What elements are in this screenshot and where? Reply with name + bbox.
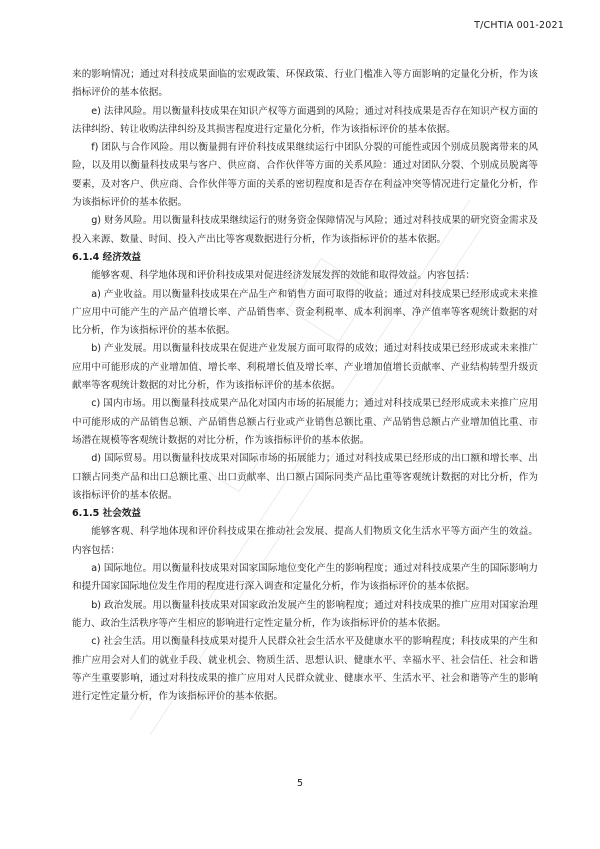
paragraph-social-intro: 能够客观、科学地体现和评价科技成果在推动社会发展、提高人们物质文化生活水平等方面产生的效益。内容包括： <box>72 526 538 556</box>
paragraph-industry-development: b) 产业发展。用以衡量科技成果在促进产业发展方面可取得的成效；通过对科技成果已经形成或未来推广应用中可能形成的产业增加值、增长率、利税增长值及增长率、产业增加值增长贡献率、产业结构转型升级贡献率等客观统计数据的对比分析，作为该指标评价的基本依据。 <box>72 343 538 392</box>
paragraph-team-risk: f) 团队与合作风险。用以衡量拥有评价科技成果继续运行中团队分裂的可能性或因个别成员脱离带来的风险，以及用以衡量科技成果与客户、供应商、合作伙伴等方面的关系风险：通过对团队分裂、个别成员脱离等要素，及对客户、供应商、合作伙伴等方面的关系的密切程度和是否存在利益冲突等情况进行定量化分析，作为该指标评价的基本依据。 <box>72 142 538 209</box>
paragraph-political-development: b) 政治发展。用以衡量科技成果对国家政治发展产生的影响程度；通过对科技成果的推广应用对国家治理能力、政治生活秩序等产生相应的影响进行定性定量分析，作为该指标评价的基本依据。 <box>72 599 538 629</box>
page-number: 5 <box>296 778 304 789</box>
section-heading-social-benefit: 6.1.5 社会效益 <box>72 508 142 520</box>
paragraph-domestic-market: c) 国内市场。用以衡量科技成果产品化对国内市场的拓展能力；通过对科技成果已经形成或未来推广应用中可能形成的产品销售总额、产品销售总额占行业或产业销售总额比重、产品销售总额占产业增加值比重、市场潜在规模等客观统计数据的对比分析，作为该指标评价的基本依据。 <box>72 398 538 446</box>
paragraph: 来的影响情况；通过对科技成果面临的宏观政策、环保政策、行业门槛准入等方面影响的定量化分析，作为该指标评价的基本依据。 <box>72 69 538 99</box>
section-heading-economic-benefit: 6.1.4 经济效益 <box>72 251 142 263</box>
paragraph-international-status: a) 国际地位。用以衡量科技成果对国家国际地位变化产生的影响程度；通过对科技成果产生的国际影响力和提升国家国际地位发生作用的程度进行深入调查和定量化分析，作为该指标评价的基本依据。 <box>72 563 538 593</box>
paragraph-industry-revenue: a) 产业收益。用以衡量科技成果在产品生产和销售方面可取得的收益；通过对科技成果已经形成或未来推广应用中可能产生的产品产值增长率、产品销售率、资金利税率、成本利润率、净产值率等客观统计数据的对比分析，作为该指标评价的基本依据。 <box>72 288 538 337</box>
paragraph-legal-risk: e) 法律风险。用以衡量科技成果在知识产权等方面遇到的风险；通过对科技成果是否存在知识产权方面的法律纠纷、转让收购法律纠纷及其损害程度进行定量化分析，作为该指标评价的基本依据。 <box>72 105 538 135</box>
paragraph-international-trade: d) 国际贸易。用以衡量科技成果对国际市场的拓展能力；通过对科技成果已经形成的出口额和增长率、出口额占同类产品和出口总额比重、出口贡献率、出口额占国际同类产品比重等客观统计数据的对比分析，作为该指标评价的基本依据。 <box>72 453 538 501</box>
document-body <box>72 66 538 706</box>
paragraph-social-life: c) 社会生活。用以衡量科技成果对提升人民群众社会生活水平及健康水平的影响程度；科技成果的产生和推广应用会对人们的就业手段、就业机会、物质生活、思想认识、健康水平、幸福水平、社会信任、社会和谐等产生重要影响，通过对科技成果的推广应用对人民群众就业、健康水平、生活水平、社会和谐等产生的影响进行定性定量分析，作为该指标评价的基本依据。 <box>72 636 538 703</box>
paragraph-economic-intro: 能够客观、科学地体现和评价科技成果对促进经济发展发挥的效能和取得效益。内容包括： <box>91 270 475 282</box>
paragraph-financial-risk: g) 财务风险。用以衡量科技成果继续运行的财务资金保障情况与风险；通过对科技成果的研究资金需求及投入来源、数量、时间、投入产出比等客观数据进行分析，作为该指标评价的基本依据。 <box>72 215 538 245</box>
document-code: T/CHTIA 001-2021 <box>474 20 564 31</box>
